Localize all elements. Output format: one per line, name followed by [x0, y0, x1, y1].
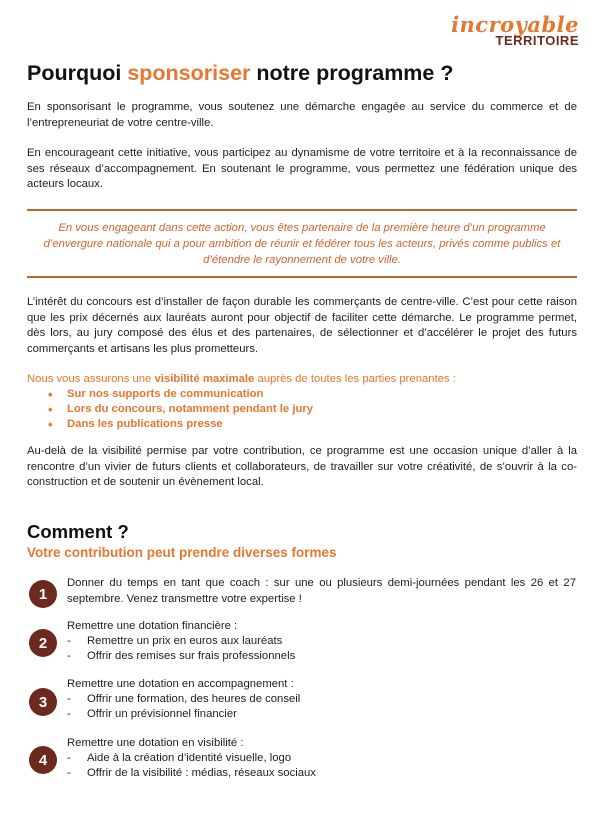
intro-paragraph-1: En sponsorisant le programme, vous soutenez une démarche engagée au service du commerce et de l’entrepreneuriat de votre centre-ville. [27, 101, 577, 129]
visibility-intro-bold: visibilité maximale [154, 373, 255, 385]
title-part1: Pourquoi [27, 61, 128, 85]
title-part2: notre programme ? [250, 61, 454, 85]
step-number-1: 1 [29, 580, 57, 608]
step-item-text: Offrir de la visibilité : médias, réseaux sociaux [87, 767, 316, 779]
highlight-quote-box [27, 209, 577, 278]
step-3-heading: Remettre une dotation en accompagnement : [67, 678, 294, 690]
comment-subheading: Votre contribution peut prendre diverses formes [27, 545, 337, 560]
logo-script: incroyable [451, 12, 579, 37]
step-item-text: Offrir une formation, des heures de conseil [87, 693, 301, 705]
step-item-text: Aide à la création d’identité visuelle, logo [87, 752, 292, 764]
step-1-text: Donner du temps en tant que coach : sur une ou plusieurs demi-journées pendant les 26 et 27 septembre. Venez transmettre votre expertise ! [67, 577, 576, 605]
logo-subtitle: TERRITOIRE [495, 33, 579, 48]
visibility-intro [27, 372, 456, 387]
dash: - [67, 752, 71, 764]
list-item: • Dans les publications presse [48, 417, 313, 432]
step-item-text: Remettre un prix en euros aux lauréats [87, 635, 283, 647]
highlight-quote: En vous engageant dans cette action, vous êtes partenaire de la première heure d’un programme d’envergure nationale qui a pour ambition de réunir et fédérer tous les acteurs, privés comme publics et d’étendre le rayonnement de votre ville. [43, 221, 561, 266]
dash: - [67, 650, 71, 662]
step-item-text: Offrir des remises sur frais professionnels [87, 650, 296, 662]
list-item: • Sur nos supports de communication [48, 387, 313, 402]
dash: - [67, 693, 71, 705]
contest-paragraph: L’intérêt du concours est d’installer de façon durable les commerçants de centre-ville. C’est pour cette raison que les prix décernés aux lauréats auront pour objectif de faciliter cette démarche. Le programme permet, dès lors, au jury composé des élus et des partenaires, de sélectionner et d’accélérer le projet des futurs commerçants et artisans les plus prometteurs. [27, 296, 577, 355]
visibility-list [48, 387, 313, 432]
step-4-item-1 [67, 751, 291, 766]
intro-paragraph-2: En encourageant cette initiative, vous participez au dynamisme de votre territoire et à la reconnaissance de ses réseaux d’accompagnement. En soutenant le programme, vous permettez une fédération unique des acteurs locaux. [27, 147, 577, 190]
brand-logo [451, 14, 579, 48]
page-title [27, 61, 454, 86]
closing-paragraph: Au-delà de la visibilité permise par votre contribution, ce programme est une occasion unique d’aller à la rencontre d’un vivier de futurs clients et collaborateurs, de travailler sur votre créativité, de s’ouvrir à la co-construction et de soutenir un évènement local. [27, 445, 577, 488]
visibility-intro-post: auprès de toutes les parties prenantes : [254, 373, 456, 385]
step-3-item-2 [67, 707, 237, 722]
step-2-item-1 [67, 634, 282, 649]
step-4-heading: Remettre une dotation en visibilité : [67, 737, 244, 749]
step-item-text: Offrir un prévisionnel financier [87, 708, 237, 720]
step-4-item-2 [67, 766, 316, 781]
dash: - [67, 767, 71, 779]
list-item: • Lors du concours, notamment pendant le jury [48, 402, 313, 417]
dash: - [67, 708, 71, 720]
step-3-item-1 [67, 692, 300, 707]
step-number-3: 3 [29, 688, 57, 716]
step-2-heading: Remettre une dotation financière : [67, 620, 238, 632]
visibility-intro-pre: Nous vous assurons une [27, 373, 155, 385]
step-number-2: 2 [29, 629, 57, 657]
title-highlight: sponsoriser [127, 61, 251, 85]
step-2-item-2 [67, 649, 295, 664]
comment-heading: Comment ? [27, 521, 129, 542]
dash: - [67, 635, 71, 647]
step-number-4: 4 [29, 746, 57, 774]
